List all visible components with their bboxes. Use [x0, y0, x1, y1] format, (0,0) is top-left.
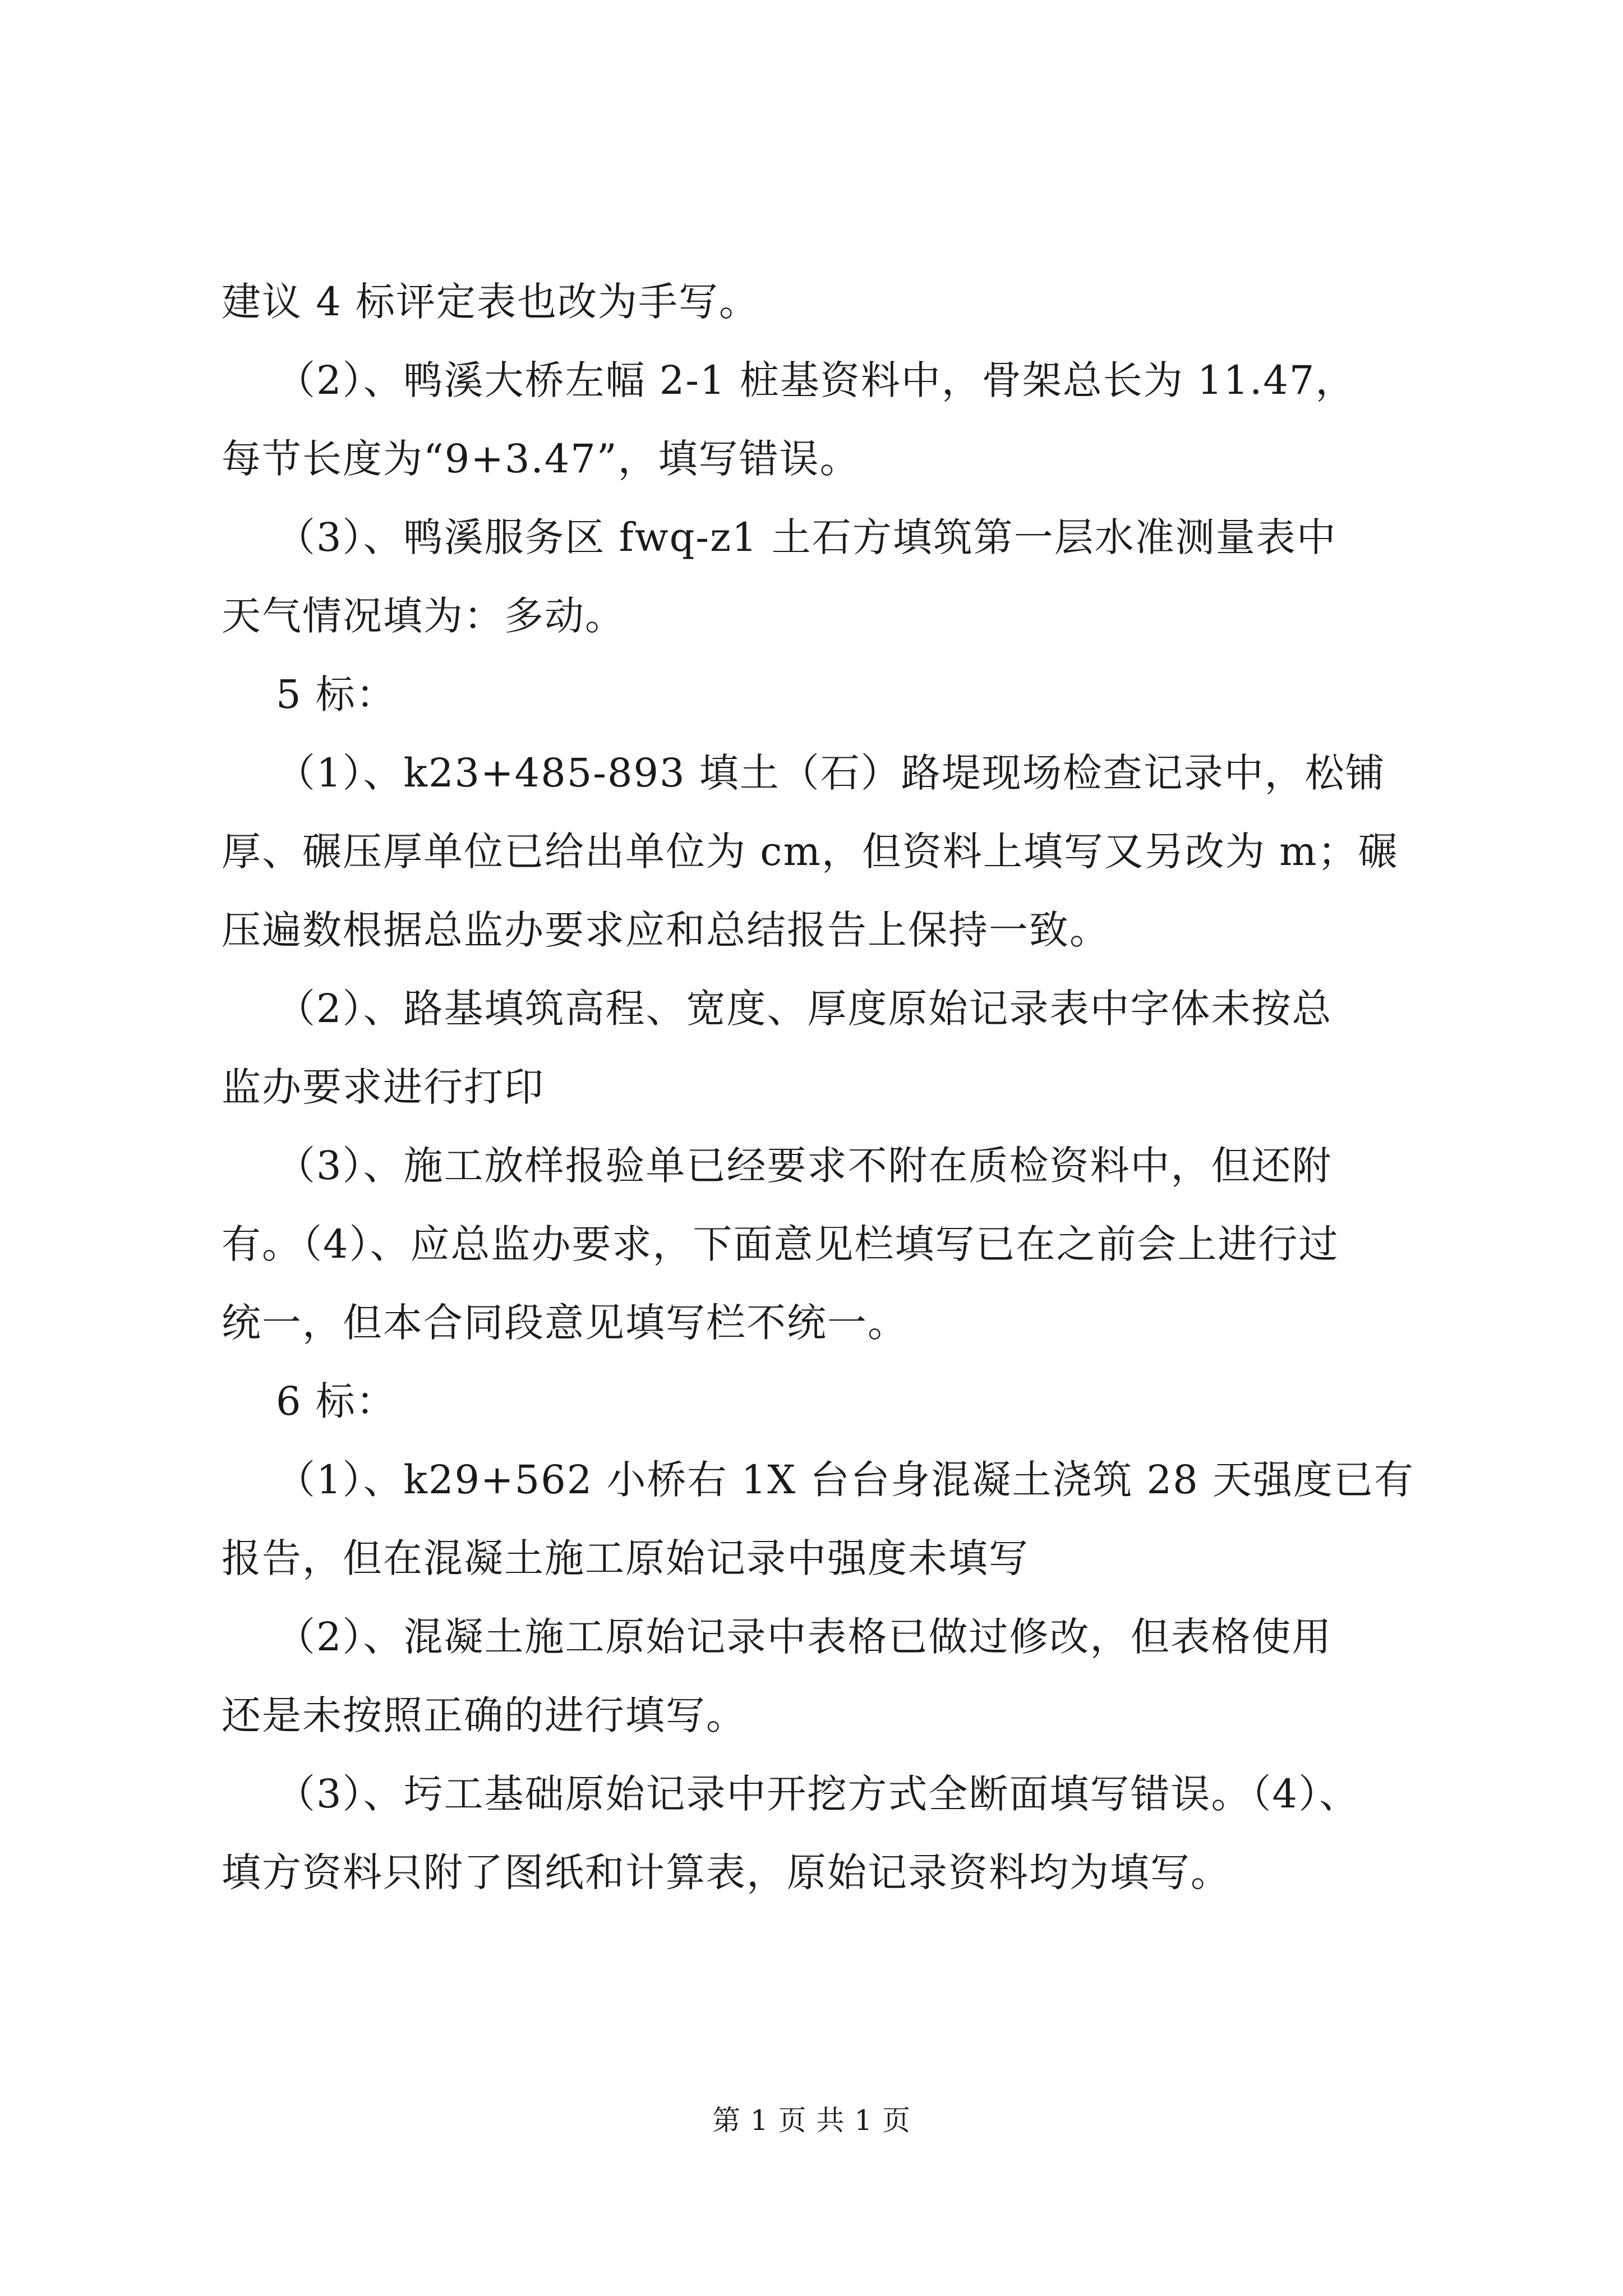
- text-line: （1）、k23+485-893 填土（石）路堤现场检查记录中，松铺: [222, 750, 1386, 796]
- text-line: 还是未按照正确的进行填写。: [222, 1692, 746, 1738]
- text-line: （2）、鸭溪大桥左幅 2-1 桩基资料中，骨架总长为 11.47，: [222, 357, 1356, 403]
- text-line: 监办要求进行打印: [222, 1064, 545, 1110]
- text-line: 统一，但本合同段意见填写栏不统一。: [222, 1300, 908, 1346]
- text-line: （1）、k29+562 小桥右 1X 台台身混凝土浇筑 28 天强度已有: [222, 1457, 1414, 1503]
- text-line: 有。（4）、应总监办要求，下面意见栏填写已在之前会上进行过: [222, 1221, 1339, 1267]
- text-line: （3）、圬工基础原始记录中开挖方式全断面填写错误。（4）、: [222, 1771, 1360, 1817]
- text-line: 每节长度为“9+3.47”，填写错误。: [222, 436, 860, 482]
- text-line: （3）、鸭溪服务区 fwq-z1 土石方填筑第一层水准测量表中: [222, 514, 1337, 560]
- text-line: （2）、混凝土施工原始记录中表格已做过修改，但表格使用: [222, 1614, 1332, 1660]
- text-line: 填方资料只附了图纸和计算表，原始记录资料均为填写。: [222, 1849, 1231, 1895]
- text-line: 厚、碾压厚单位已给出单位为 cm，但资料上填写又另改为 m；碾: [222, 829, 1399, 875]
- text-line: 天气情况填为：多动。: [222, 593, 625, 639]
- page-footer: 第 1 页 共 1 页: [712, 2104, 911, 2137]
- text-line: 建议 4 标评定表也改为手写。: [222, 279, 760, 325]
- document-body: [222, 263, 1422, 1912]
- text-line: 报告，但在混凝土施工原始记录中强度未填写: [222, 1535, 1029, 1581]
- text-line: （2）、路基填筑高程、宽度、厚度原始记录表中字体未按总: [222, 986, 1332, 1032]
- section-heading: 5 标：: [222, 671, 396, 717]
- text-line: （3）、施工放样报验单已经要求不附在质检资料中，但还附: [222, 1143, 1332, 1189]
- section-heading: 6 标：: [222, 1378, 396, 1424]
- text-line: 压遍数根据总监办要求应和总结报告上保持一致。: [222, 907, 1110, 953]
